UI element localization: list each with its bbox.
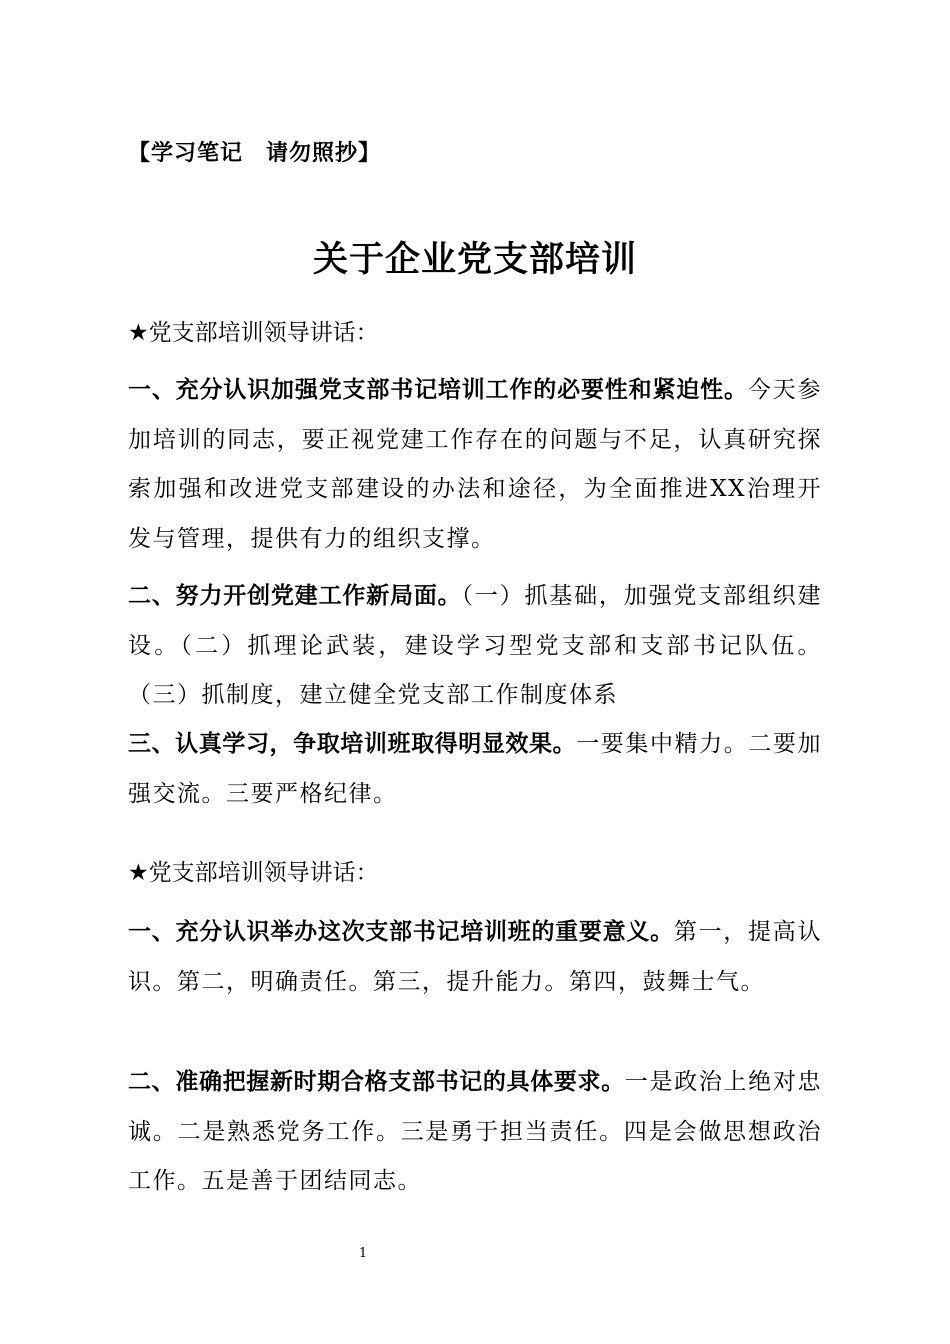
paragraph-1-1	[128, 366, 822, 564]
paragraph-1-3	[128, 720, 822, 819]
paragraph-lead: 一、充分认识加强党支部书记培训工作的必要性和紧迫性。	[128, 377, 748, 403]
paragraph-body: 一要集中精力。二要加强交流。三要严格纪律。	[128, 731, 823, 807]
paragraph-lead: 一、充分认识举办这次支部书记培训班的重要意义。	[128, 919, 674, 945]
paragraph-body: 今天参加培训的同志，要正视党建工作存在的问题与不足，认真研究探索加强和改进党支部建设的办法和途径，为全面推进XX治理开发与管理，提供有力的组织支撑。	[128, 377, 823, 552]
paragraph-body: （一）抓基础，加强党支部组织建设。（二）抓理论武装，建设学习型党支部和支部书记队伍。（三）抓制度，建立健全党支部工作制度体系	[128, 583, 823, 708]
paragraph-2-2	[128, 1058, 822, 1207]
document-title: 关于企业党支部培训	[312, 239, 637, 280]
paragraph-lead: 二、准确把握新时期合格支部书记的具体要求。	[128, 1069, 625, 1095]
study-note-label: 【学习笔记 请勿照抄】	[128, 141, 382, 166]
paragraph-lead: 三、认真学习，争取培训班取得明显效果。	[128, 731, 577, 757]
paragraph-body: 一是政治上绝对忠诚。二是熟悉党务工作。三是勇于担当责任。四是会做思想政治工作。五是善于团结同志。	[128, 1069, 823, 1194]
paragraph-lead: 二、努力开创党建工作新局面。	[128, 583, 462, 609]
section-heading-2: ★党支部培训领导讲话：	[128, 860, 379, 886]
page-number: 1	[358, 1246, 368, 1261]
paragraph-2-1	[128, 908, 822, 1007]
paragraph-body: 第一，提高认识。第二，明确责任。第三，提升能力。第四，鼓舞士气。	[128, 919, 823, 995]
section-heading-1: ★党支部培训领导讲话：	[128, 320, 379, 346]
paragraph-1-2	[128, 572, 822, 721]
